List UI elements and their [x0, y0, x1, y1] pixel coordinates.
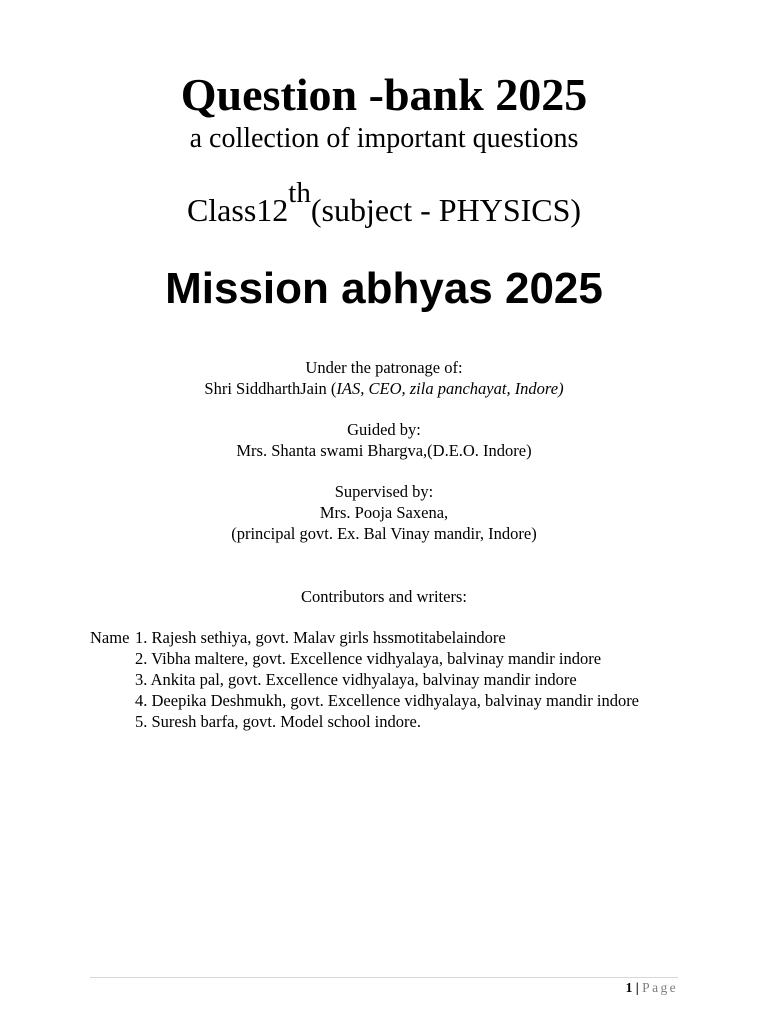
page-footer — [626, 979, 678, 997]
list-item — [90, 690, 639, 711]
list-item — [90, 648, 639, 669]
list-item — [90, 669, 639, 690]
patronage-label: Under the patronage of: — [305, 358, 463, 377]
list-item — [90, 711, 639, 732]
footer-divider — [90, 977, 678, 978]
subject-label: (subject - PHYSICS) — [310, 192, 582, 228]
contributor-entry: 4. Deepika Deshmukh, govt. Excellence vidhyalaya, balvinay mandir indore — [135, 691, 640, 710]
document-title: Question -bank 2025 — [180, 69, 588, 120]
contributors-name-prefix: Name — [90, 628, 130, 647]
contributor-entry: 1. Rajesh sethiya, govt. Malav girls hssmotitabelaindore — [135, 628, 506, 647]
supervised-label: Supervised by: — [334, 482, 434, 501]
patronage-name-line — [0, 378, 768, 399]
guided-label: Guided by: — [347, 420, 421, 439]
patronage-designation: IAS, CEO, zila panchayat, Indore) — [336, 379, 564, 398]
class-ordinal-suffix: th — [288, 177, 311, 209]
guided-name: Mrs. Shanta swami Bhargva,(D.E.O. Indore) — [236, 441, 532, 460]
page-word: Page — [642, 980, 678, 995]
supervised-detail: (principal govt. Ex. Bal Vinay mandir, Indore) — [231, 524, 537, 543]
class-label: Class12 — [186, 192, 289, 228]
class-subject-line — [0, 177, 768, 240]
contributor-entry: 2. Vibha maltere, govt. Excellence vidhyalaya, balvinay mandir indore — [135, 649, 602, 668]
document-subtitle: a collection of important questions — [189, 123, 579, 154]
supervised-name: Mrs. Pooja Saxena, — [319, 503, 449, 522]
contributor-entry: 5. Suresh barfa, govt. Model school indore. — [135, 712, 421, 731]
patronage-name: Shri SiddharthJain ( — [204, 379, 337, 398]
guided-section — [0, 419, 768, 461]
contributor-entry: 3. Ankita pal, govt. Excellence vidhyalaya, balvinay mandir indore — [135, 670, 577, 689]
contributors-heading: Contributors and writers: — [301, 587, 467, 606]
list-item — [90, 627, 639, 648]
patronage-section — [0, 357, 768, 399]
mission-heading: Mission abhyas 2025 — [165, 264, 603, 313]
page-number: 1 — [625, 980, 633, 995]
footer-separator: | — [632, 980, 643, 995]
supervised-section — [0, 481, 768, 544]
contributors-list — [90, 627, 639, 732]
